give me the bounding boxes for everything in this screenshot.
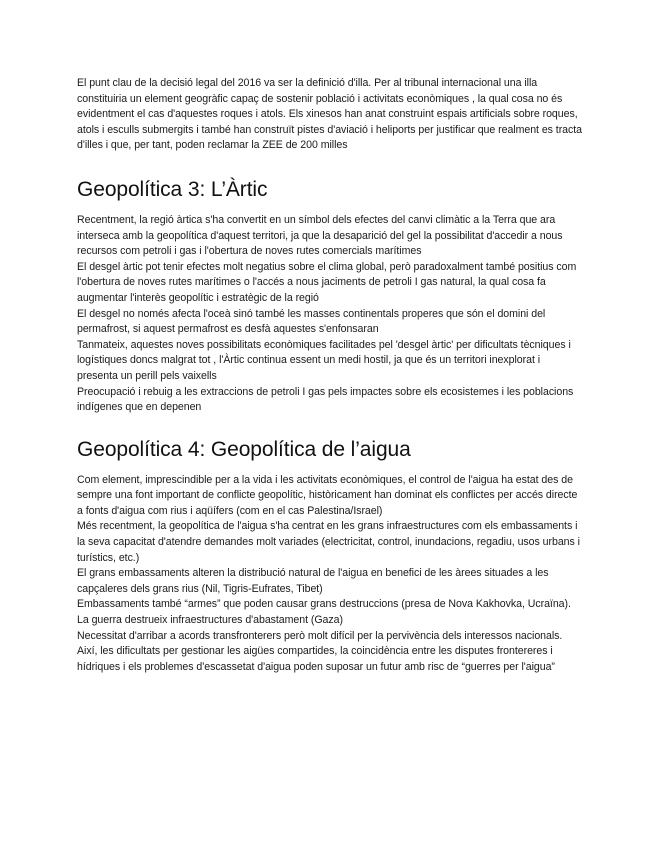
paragraph: Necessitat d'arribar a acords transfronterers però molt difícil per la pervivència dels interessos nacionals. Així, les dificultats per gestionar les aigües compartides, la coincidència entre les disputes frontereres i hídriques i els problemes d'escassetat d'aigua poden suposar un futur amb risc de “guerres per l'aigua” [77, 629, 563, 673]
paragraph: Preocupació i rebuig a les extraccions de petroli I gas pels impactes sobre els ecosistemes i les poblacions indígenes que en depenen [77, 385, 574, 414]
paragraph: Tanmateix, aquestes noves possibilitats econòmiques facilitades pel 'desgel àrtic' per dificultats tècniques i logístiques doncs malgrat tot , l'Àrtic continua essent un medi hostil, ja que és un territori inexplorat i presenta un perill pels vaixells [77, 338, 571, 382]
paragraph: Com element, imprescindible per a la vida i les activitats econòmiques, el control de l'aigua ha estat des de sempre una font important de conflicte geopolític, històricament han dominat els conflictes per accés directe a fonts d'aigua com rius i aqüífers (com en el cas Palestina/Israel) [77, 473, 578, 517]
intro-paragraph: El punt clau de la decisió legal del 2016 va ser la definició d'illa. Per al tribunal internacional una illa constituiria un element geogràfic capaç de sostenir població i activitats econòmiques , la qual cosa no és evidentment el cas d'aquestes roques i atols. Els xinesos han anat construint espais artificials sobre roques, atols i esculls submergits i també han construït pistes d'aviació i heliports per justificar que realment es tracta d'illes i que, per tant, poden reclamar la ZEE de 200 milles [77, 77, 583, 152]
section-heading-aigua: Geopolítica 4: Geopolítica de l’aigua [77, 437, 411, 461]
document-page [77, 76, 582, 675]
paragraph: Més recentment, la geopolítica de l'aigua s'ha centrat en les grans infraestructures com els embassaments i la seva capacitat d'atendre demandes molt variades (electricitat, control, inundacions, regadiu, usos urbans i turístics, etc.) [77, 520, 580, 564]
section-body-artic [77, 213, 582, 416]
paragraph: El desgel no només afecta l'oceà sinó també les masses continentals properes que són el domini del permafrost, si aquest permafrost es desfà aquestes s'enfonsaran [77, 307, 546, 336]
paragraph: Embassaments també “armes” que poden causar grans destruccions (presa de Nova Kakhovka, Ucraïna). La guerra destrueix infraestructures d'abastament (Gaza) [77, 598, 571, 627]
section-heading-artic: Geopolítica 3: L’Àrtic [77, 177, 268, 201]
paragraph: El desgel àrtic pot tenir efectes molt negatius sobre el clima global, però paradoxalment també positius com l'obertura de noves rutes marítimes o l'accés a nous jaciments de petroli I gas natural, la qual cosa fa augmentar l'interès geopolític i estratègic de la regió [77, 260, 577, 304]
paragraph: El grans embassaments alteren la distribució natural de l'aigua en benefici de les àrees situades a les capçaleres dels grans rius (Nil, Tigris-Eufrates, Tibet) [77, 567, 549, 595]
section-body-aigua [77, 473, 582, 676]
paragraph: Recentment, la regió àrtica s'ha convertit en un símbol dels efectes del canvi climàtic a la Terra que ara interseca amb la geopolítica d'aquest territori, ja que la desaparició del gel la possibilitat d'accedir a nous recursos com petroli i gas i l'obertura de noves rutes comercials marítimes [77, 213, 563, 258]
